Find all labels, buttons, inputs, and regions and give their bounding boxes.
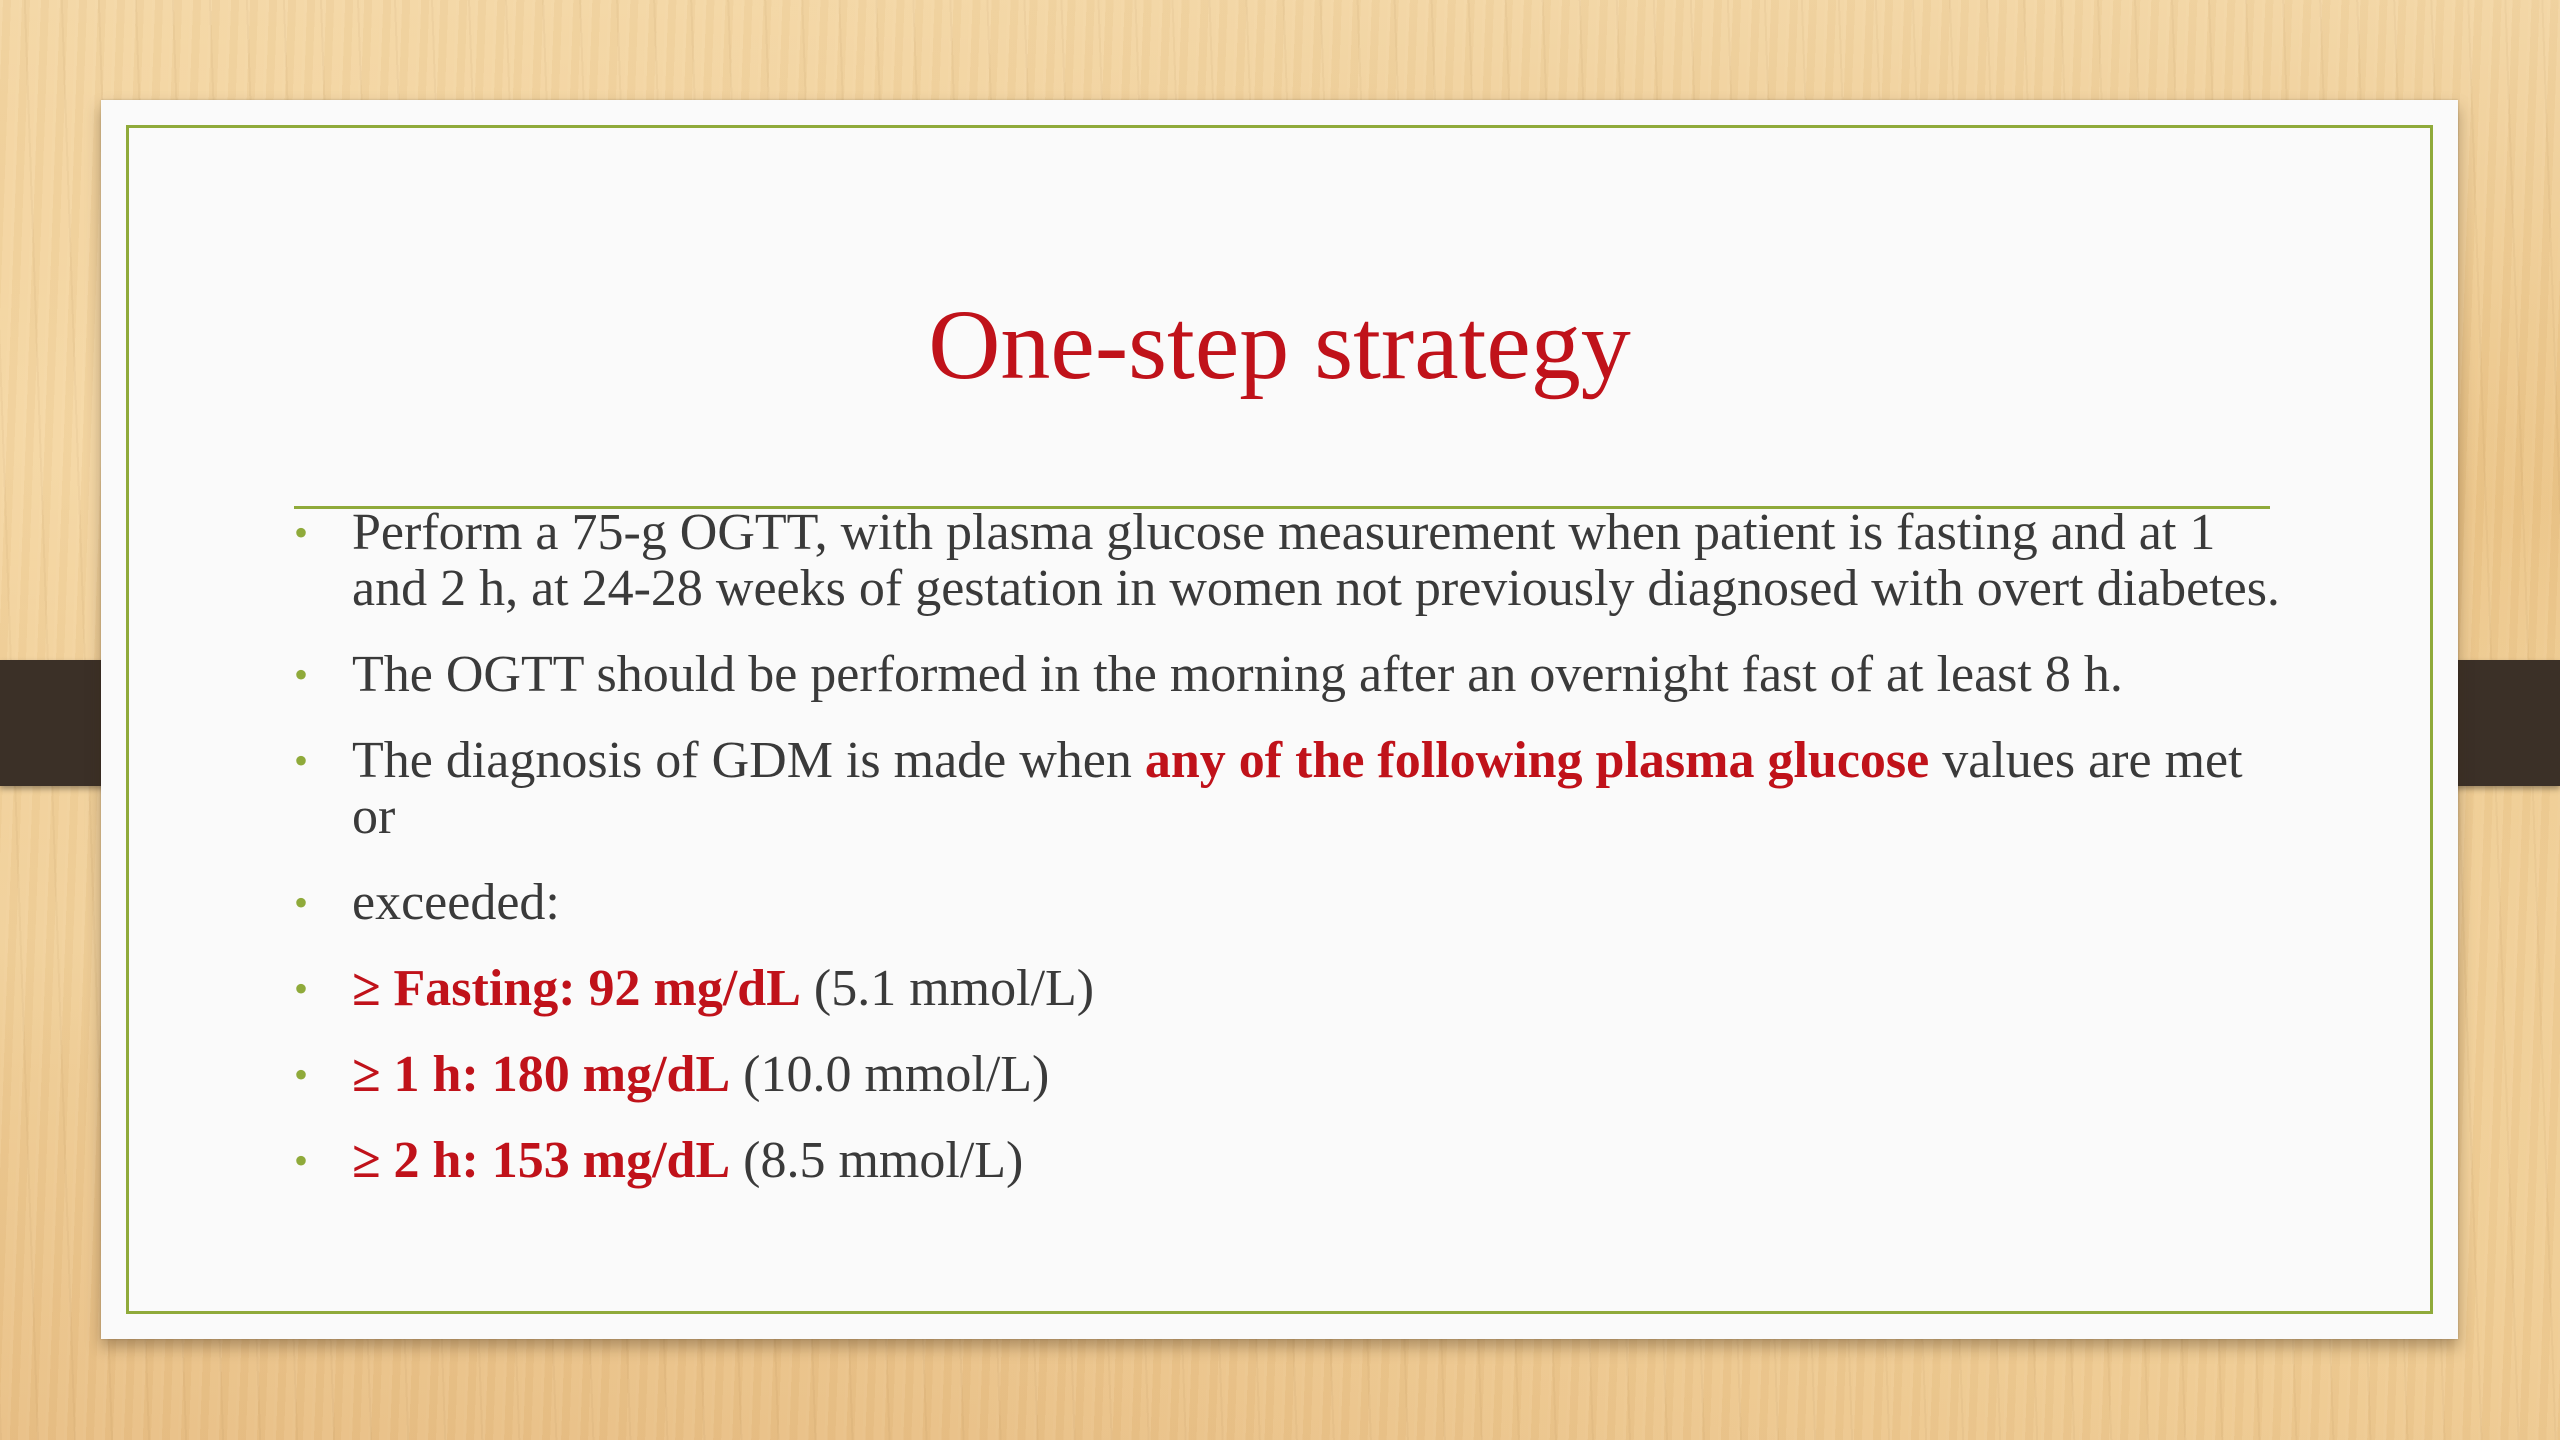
bullet-item-diagnosis (294, 733, 2294, 845)
bullet-item-2h (294, 1133, 2294, 1189)
bullet-dot-icon: • (294, 510, 309, 555)
bullet-text: exceeded: (352, 874, 560, 931)
bullet-highlight: ≥ 2 h: 153 mg/dL (352, 1132, 731, 1189)
bullet-text-after: (5.1 mmol/L) (800, 960, 1095, 1017)
bullet-text: Perform a 75-g OGTT, with plasma glucose measurement when patient is fasting and at 1 and 2 h, at 24-28 weeks of gestation in women not previously diagnosed with overt diabetes. (352, 504, 2280, 617)
bullet-highlight: ≥ Fasting: 92 mg/dL (352, 960, 801, 1017)
bullet-text (352, 1047, 2294, 1103)
bullet-text-after: (10.0 mmol/L) (730, 1046, 1050, 1103)
bullet-dot-icon: • (294, 738, 309, 783)
bullet-text: The OGTT should be performed in the morning after an overnight fast of at least 8 h. (352, 646, 2123, 703)
bullet-dot-icon: • (294, 880, 309, 925)
bullet-list (294, 505, 2294, 1189)
slide-title: One-step strategy (928, 289, 1631, 400)
bullet-item-fasting (294, 961, 2294, 1017)
bullet-item-exceeded (294, 875, 2294, 931)
bullet-highlight: any of the following plasma glucose (1144, 732, 1930, 789)
bullet-text (352, 1133, 2294, 1189)
slide (101, 100, 2458, 1339)
bullet-text-before: The diagnosis of GDM is made when (352, 732, 1145, 789)
bullet-text-after: values are met or (352, 732, 2243, 845)
bullet-dot-icon: • (294, 652, 309, 697)
bullet-text (352, 961, 2294, 1017)
bullet-item-ogtt (294, 505, 2294, 617)
bullet-text-after: (8.5 mmol/L) (730, 1132, 1024, 1189)
bullet-dot-icon: • (294, 966, 309, 1011)
bullet-item-morning (294, 647, 2294, 703)
bullet-item-1h (294, 1047, 2294, 1103)
bullet-dot-icon: • (294, 1052, 309, 1097)
bullet-text (352, 733, 2294, 845)
bullet-dot-icon: • (294, 1138, 309, 1183)
bullet-highlight: ≥ 1 h: 180 mg/dL (352, 1046, 731, 1103)
